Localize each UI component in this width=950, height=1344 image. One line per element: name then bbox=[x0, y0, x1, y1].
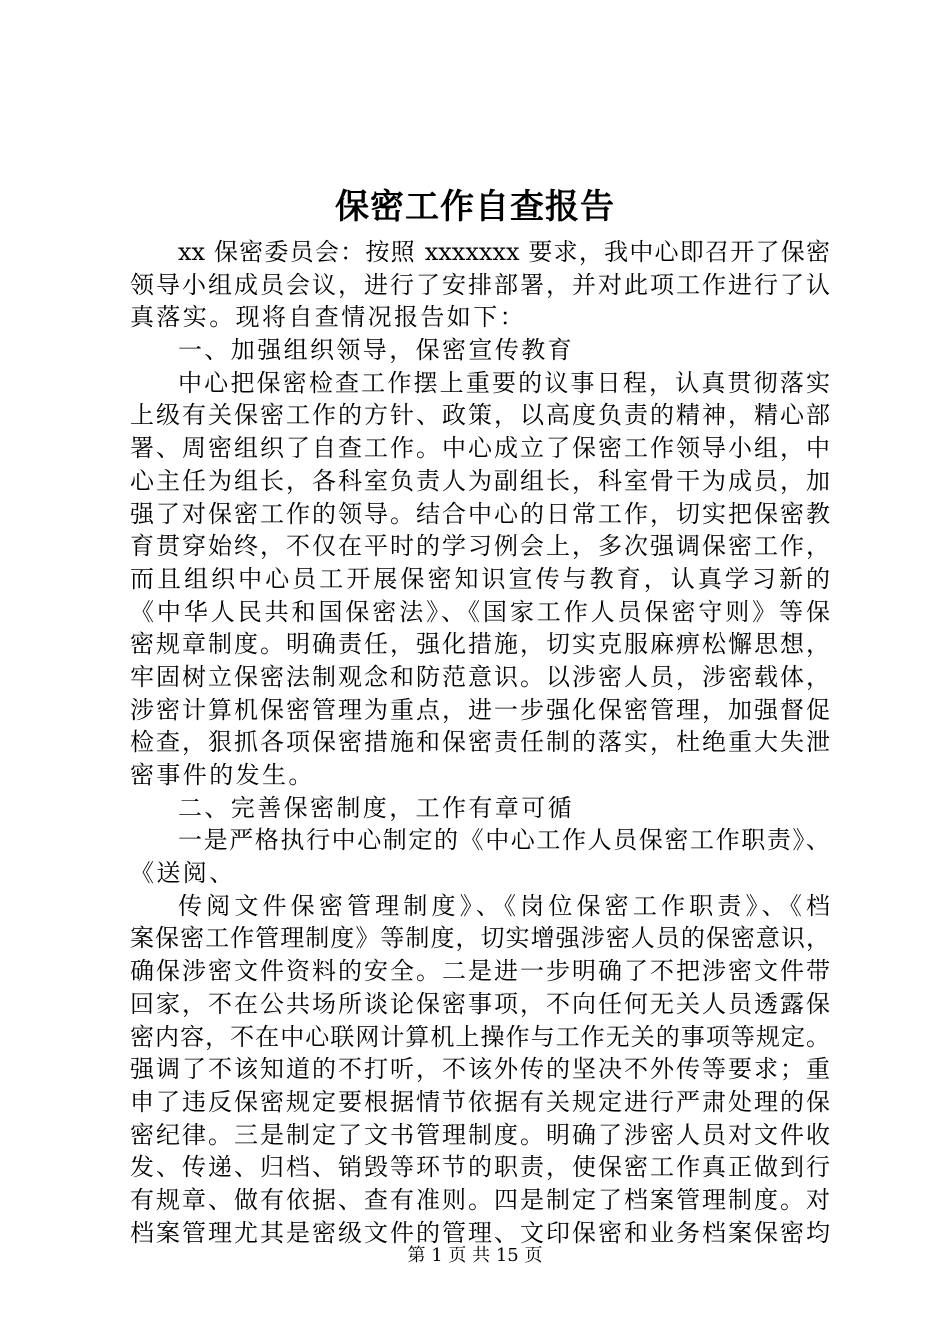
paragraph-line: 署、周密组织了自查工作。中心成立了保密工作领导小组，中 bbox=[130, 434, 830, 463]
paragraph-line: 确保涉密文件资料的安全。二是进一步明确了不把涉密文件带 bbox=[130, 957, 830, 986]
document-title: 保密工作自查报告 bbox=[335, 187, 615, 227]
paragraph-line: 强调了不该知道的不打听，不该外传的坚决不外传等要求；重 bbox=[130, 1055, 830, 1084]
paragraph-line: 领导小组成员会议，进行了安排部署，并对此项工作进行了认 bbox=[130, 270, 830, 299]
paragraph-line: 案保密工作管理制度》等制度，切实增强涉密人员的保密意识， bbox=[130, 924, 830, 953]
paragraph-line: 真落实。现将自查情况报告如下： bbox=[130, 303, 526, 332]
paragraph-line: 而且组织中心员工开展保密知识宣传与教育，认真学习新的 bbox=[130, 564, 830, 593]
paragraph-line: 育贯穿始终，不仅在平时的学习例会上，多次强调保密工作， bbox=[130, 532, 830, 561]
paragraph-line: 上级有关保密工作的方针、政策，以高度负责的精神，精心部 bbox=[130, 401, 830, 430]
paragraph-line: 二、完善保密制度，工作有章可循 bbox=[178, 793, 574, 822]
paragraph-line: 密规章制度。明确责任，强化措施，切实克服麻痹松懈思想， bbox=[130, 630, 830, 659]
paragraph-line: 检查，狠抓各项保密措施和保密责任制的落实，杜绝重大失泄 bbox=[130, 728, 830, 757]
paragraph-line: 档案管理尤其是密级文件的管理、文印保密和业务档案保密均 bbox=[130, 1218, 830, 1247]
paragraph-line: 《送阅、 bbox=[130, 859, 236, 888]
document-body bbox=[130, 236, 830, 1249]
paragraph-line: 回家，不在公共场所谈论保密事项，不向任何无关人员透露保 bbox=[130, 989, 830, 1018]
paragraph-line: 心主任为组长，各科室负责人为副组长，科室骨干为成员，加 bbox=[130, 466, 830, 495]
paragraph-line: 涉密计算机保密管理为重点，进一步强化保密管理，加强督促 bbox=[130, 695, 830, 724]
page-footer: 第 1 页 共 15 页 bbox=[407, 1245, 543, 1266]
paragraph-line: 牢固树立保密法制观念和防范意识。以涉密人员，涉密载体， bbox=[130, 662, 830, 691]
paragraph-line: 申了违反保密规定要根据情节依据有关规定进行严肃处理的保 bbox=[130, 1087, 830, 1116]
paragraph-line: 传阅文件保密管理制度》、《岗位保密工作职责》、《档 bbox=[178, 891, 830, 920]
paragraph-line: 一是严格执行中心制定的《中心工作人员保密工作职责》、 bbox=[178, 826, 830, 855]
paragraph-line: xx 保密委员会：按照 xxxxxxx 要求，我中心即召开了保密 bbox=[178, 238, 830, 266]
paragraph-line: 有规章、做有依据、查有准则。四是制定了档案管理制度。对 bbox=[130, 1185, 830, 1214]
paragraph-line: 密事件的发生。 bbox=[130, 761, 315, 789]
paragraph-line: 密纪律。三是制定了文书管理制度。明确了涉密人员对文件收 bbox=[130, 1120, 830, 1149]
paragraph-line: 中心把保密检查工作摆上重要的议事日程，认真贯彻落实 bbox=[178, 368, 830, 397]
paragraph-line: 发、传递、归档、销毁等环节的职责，使保密工作真正做到行 bbox=[130, 1153, 830, 1182]
paragraph-line: 一、加强组织领导，保密宣传教育 bbox=[178, 336, 574, 365]
paragraph-line: 密内容，不在中心联网计算机上操作与工作无关的事项等规定。 bbox=[130, 1022, 830, 1051]
paragraph-line: 强了对保密工作的领导。结合中心的日常工作，切实把保密教 bbox=[130, 499, 830, 528]
paragraph-line: 《中华人民共和国保密法》、《国家工作人员保密守则》等保 bbox=[130, 597, 830, 626]
